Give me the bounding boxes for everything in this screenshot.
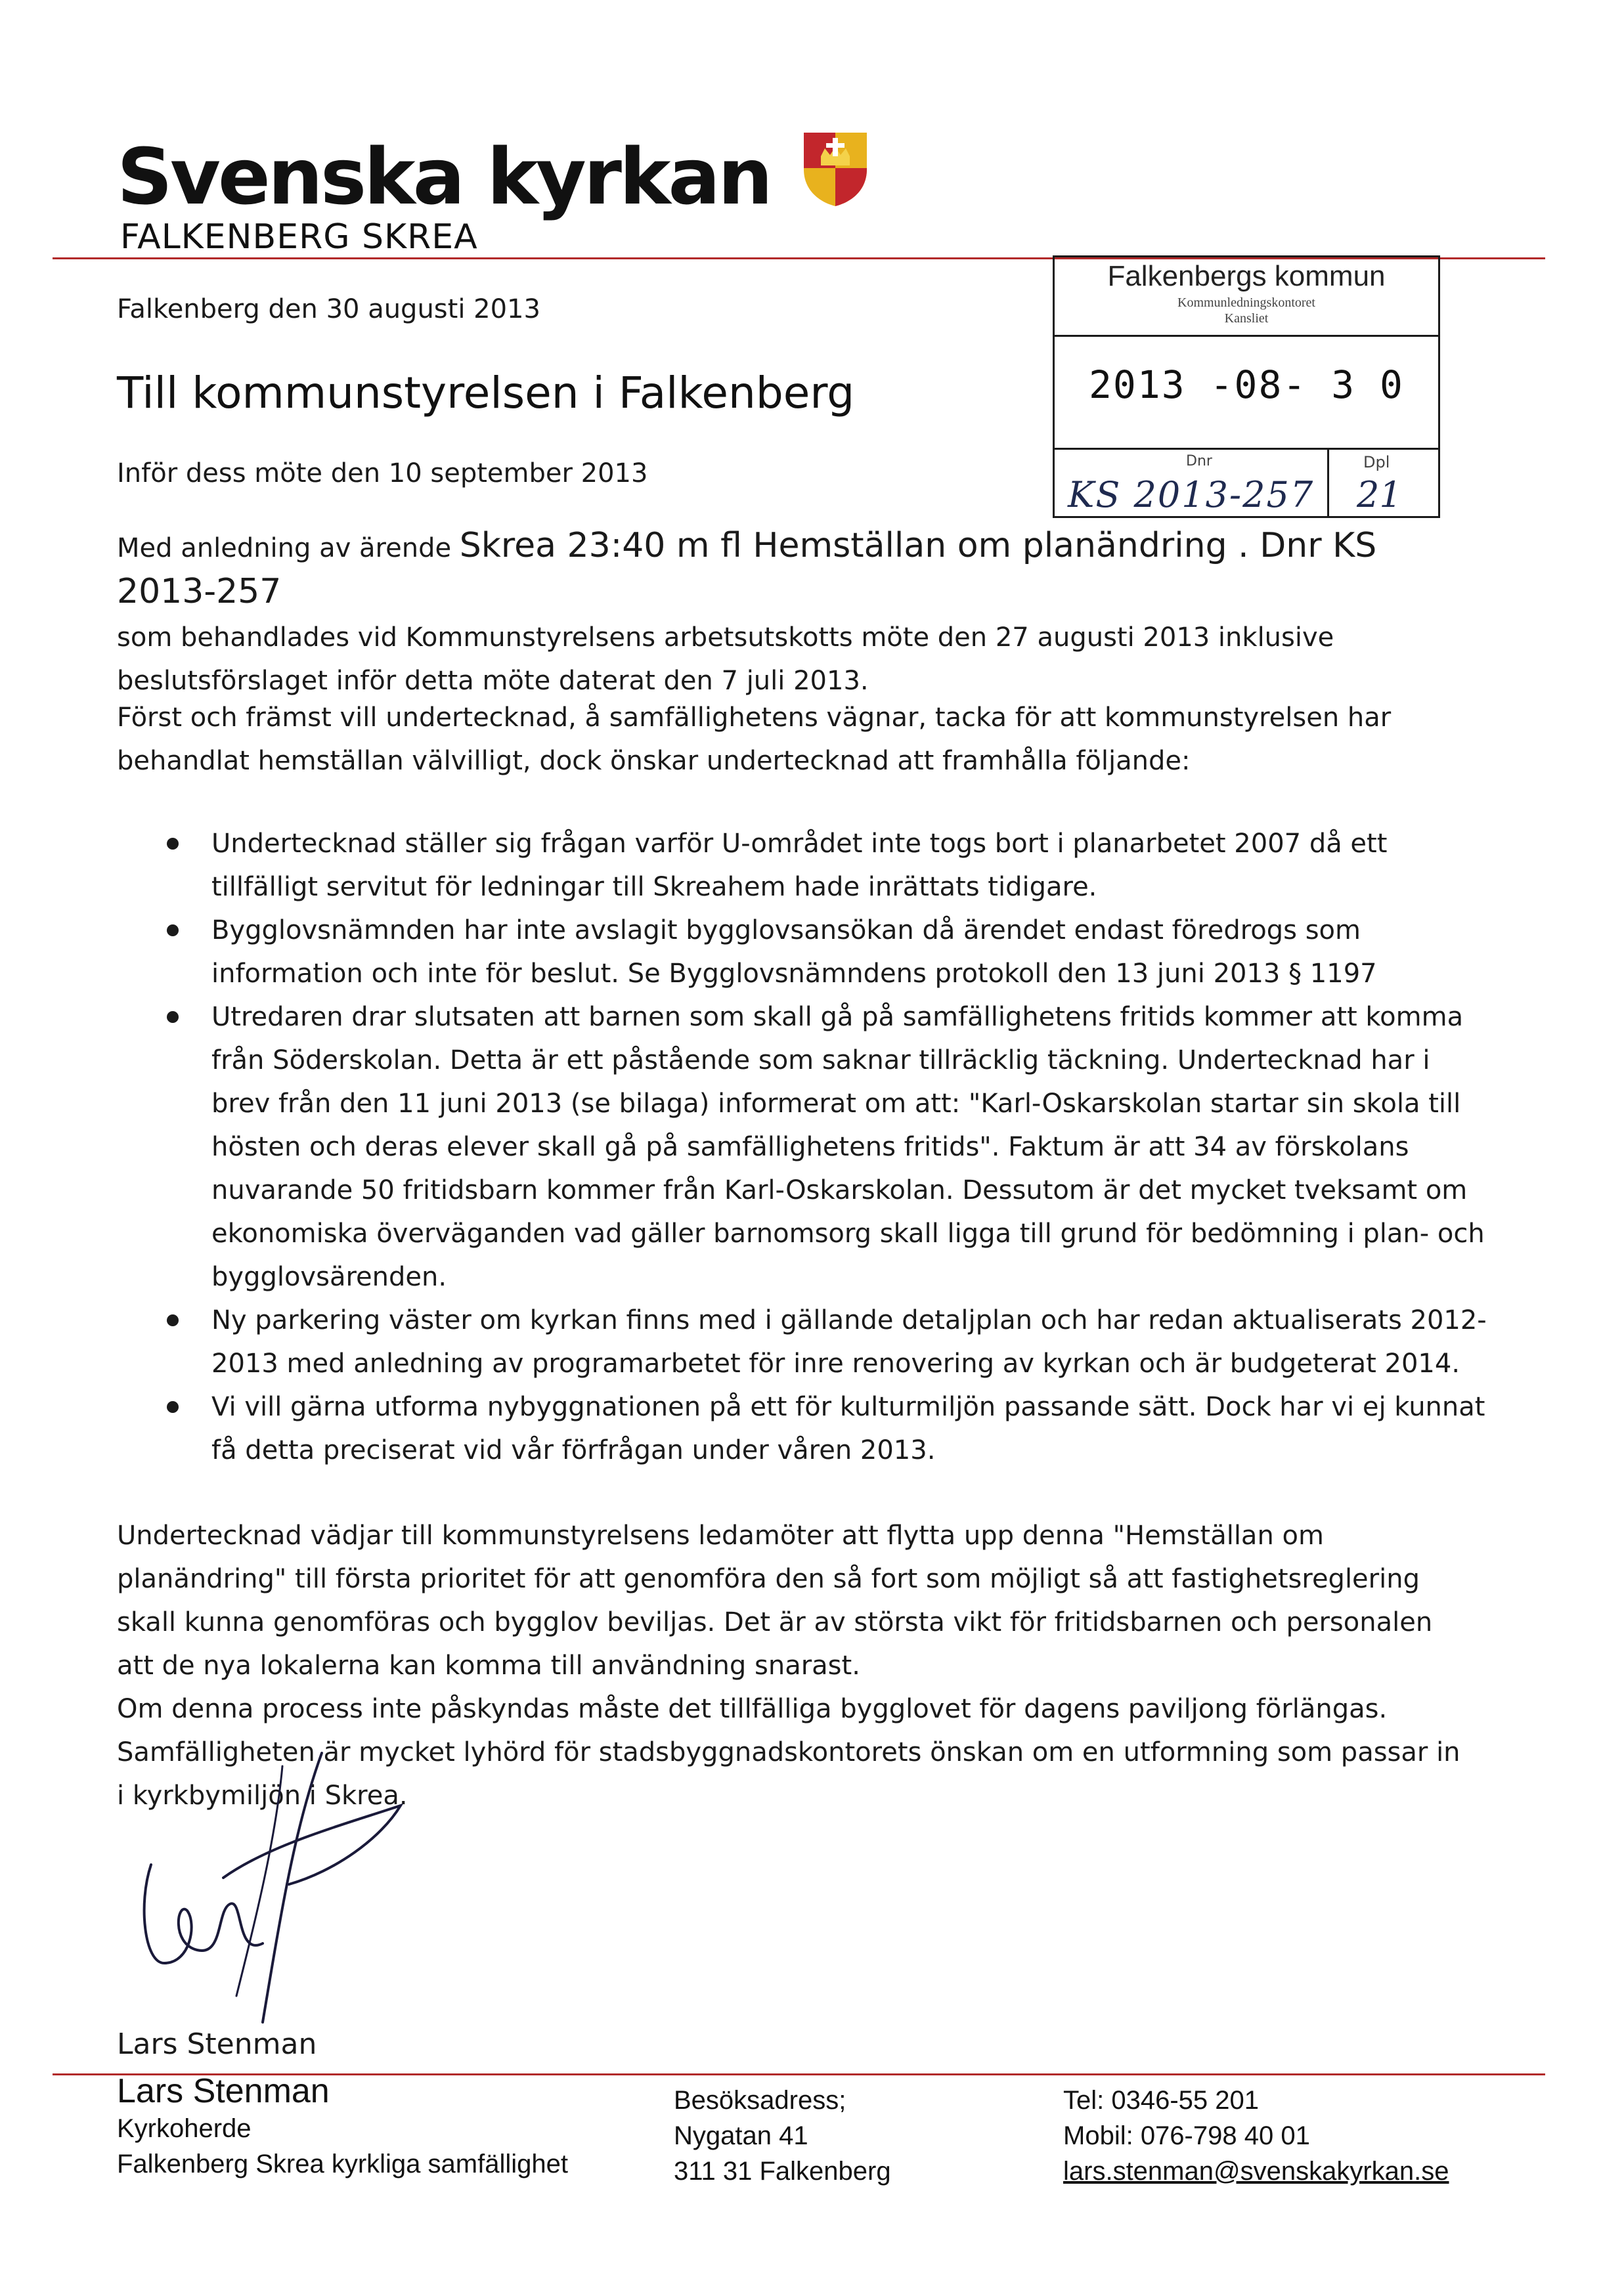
footer-address (674, 2083, 891, 2189)
stamp-subtitle-office: Kommunledningskontoret (1177, 295, 1315, 310)
letter-date: Falkenberg den 30 augusti 2013 (117, 294, 540, 324)
stamp-dpl-label: Dpl (1363, 453, 1390, 471)
signer-typed-name: Lars Stenman (117, 2027, 317, 2061)
closing-process: Om denna process inte påskyndas måste det tillfälliga bygglovet för dagens paviljong förlängas. (117, 1694, 1388, 1724)
list-item: Ny parkering väster om kyrkan finns med i gällande detaljplan och har redan aktualiserats 2012-2013 med anledning av programarbetet för inre renovering av kyrkan och är budgeterat 2014. (152, 1299, 1492, 1385)
stamp-subtitle-dept: Kansliet (1224, 311, 1269, 326)
reference-prefix: Med anledning av ärende (117, 533, 460, 563)
stamp-title: Falkenbergs kommun (1107, 260, 1386, 292)
footer-street: Nygatan 41 (674, 2121, 808, 2150)
stamp-column-divider (1327, 449, 1329, 516)
footer-city: 311 31 Falkenberg (674, 2157, 891, 2186)
list-item: Vi vill gärna utforma nybyggnationen på ett för kulturmiljön passande sätt. Dock har vi ej kunnat få detta preciserat vid vår förfrågan under våren 2013. (152, 1385, 1492, 1472)
received-stamp (1053, 255, 1440, 518)
case-reference: Skrea 23:40 m fl Hemställan om planändring . Dnr KS 2013-257 (117, 526, 1377, 611)
footer-address-label: Besöksadress; (674, 2086, 846, 2115)
letter-addressee: Till kommunstyrelsen i Falkenberg (117, 368, 855, 418)
list-item: Bygglovsnämnden har inte avslagit bygglovsansökan då ärendet endast föredrogs som information och inte för beslut. Se Bygglovsnämndens protokoll den 13 juni 2013 § 1197 (152, 909, 1492, 995)
stamp-dnr-handwritten: KS 2013-257 (1068, 474, 1315, 515)
footer-email-link[interactable]: lars.stenman@svenskakyrkan.se (1063, 2157, 1449, 2186)
footer-org: Falkenberg Skrea kyrkliga samfällighet (117, 2150, 568, 2178)
footer-tel: Tel: 0346-55 201 (1063, 2086, 1260, 2115)
stamp-divider (1055, 335, 1438, 337)
closing-appeal: Undertecknad vädjar till kommunstyrelsens ledamöter att flytta upp denna "Hemställan om planändring" till första prioritet för att genomföra den så fort som möjligt så att fastighetsreglering skall kunna genomföras och bygglov beviljas. Det är av största vikt för fritidsbarnen och personalen att de nya lokalerna kan komma till användning snarast. (117, 1521, 1433, 1681)
thanks-paragraph: Först och främst vill undertecknad, å samfällighetens vägnar, tacka för att kommunstyrelsen har behandlat hemställan välvilligt, dock önskar undertecknad att framhålla följande: (117, 703, 1392, 776)
stamp-dnr-label: Dnr (1186, 453, 1212, 469)
points-list (152, 822, 1492, 1472)
list-item: Utredaren drar slutsaten att barnen som skall gå på samfällighetens fritids kommer att komma från Söderskolan. Detta är ett påstående som saknar tillräcklig täckning. Undertecknad har i brev från den 11 juni 2013 (se bilaga) informerat om att: "Karl-Oskarskolan startar sin skola till hösten och deras elever skall gå på samfällighetens fritids". Faktum är att 34 av förskolans nuvarande 50 fritidsbarn kommer från Karl-Oskarskolan. Dessutom är det mycket tveksamt om ekonomiska överväganden vad gäller barnomsorg skall ligga till grund för bedömning i plan- och bygglovsärenden. (152, 995, 1492, 1299)
org-logo-wordmark: Svenska kyrkan (117, 130, 869, 215)
parish-name: FALKENBERG SKREA (120, 217, 478, 257)
church-shield-icon (801, 130, 869, 207)
footer-contact (1063, 2083, 1449, 2189)
closing-design: Samfälligheten är mycket lyhörd för stadsbyggnadskontorets önskan om en utformning som passar in i kyrkbymiljön i Skrea. (117, 1737, 1460, 1811)
stamp-dpl-handwritten: 21 (1357, 474, 1402, 515)
footer-mobile: Mobil: 076-798 40 01 (1063, 2121, 1310, 2150)
reference-paragraph (117, 524, 1463, 703)
footer-signatory (117, 2071, 568, 2182)
stamp-divider (1055, 448, 1438, 450)
list-item: Undertecknad ställer sig frågan varför U-området inte togs bort i planarbetet 2007 då ett tillfälligt servitut för ledningar till Skreahem hade inrättats tidigare. (152, 822, 1492, 909)
footer-name: Lars Stenman (117, 2072, 330, 2110)
handwritten-signature (125, 1746, 427, 2035)
reference-rest: som behandlades vid Kommunstyrelsens arbetsutskotts möte den 27 augusti 2013 inklusive beslutsförslaget inför detta möte daterat den 7 juli 2013. (117, 622, 1334, 696)
meeting-line: Inför dess möte den 10 september 2013 (117, 458, 648, 488)
footer-title: Kyrkoherde (117, 2114, 252, 2143)
stamp-date: 2013 -08- 3 0 (1089, 362, 1404, 407)
